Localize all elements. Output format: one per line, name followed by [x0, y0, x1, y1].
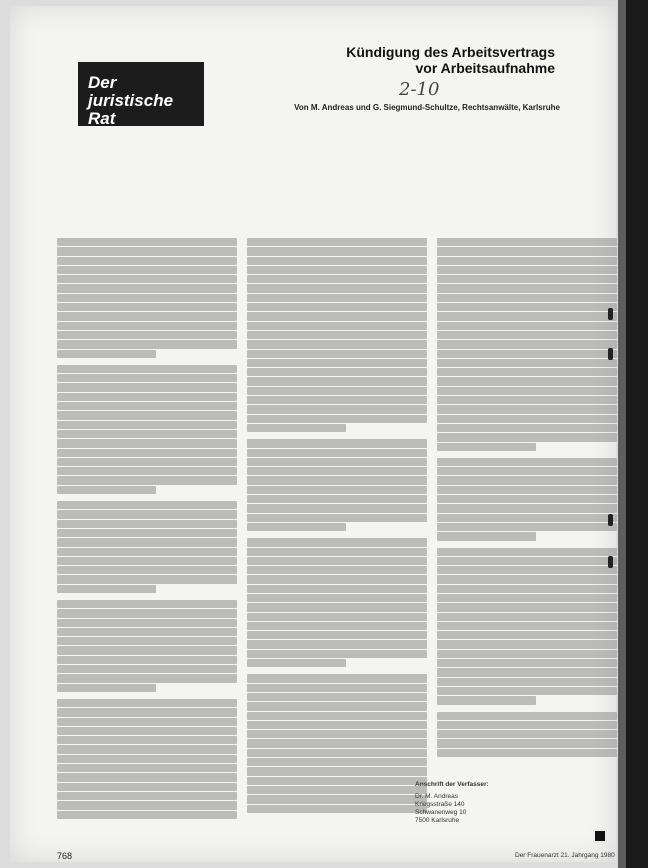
text-line	[437, 749, 617, 757]
binding-hole-mark	[608, 514, 613, 526]
text-line	[437, 458, 617, 466]
text-line	[247, 758, 427, 766]
text-line	[247, 331, 427, 339]
text-line	[247, 368, 427, 376]
text-line	[247, 476, 427, 484]
handwritten-note: 2-10	[399, 79, 440, 100]
paragraph-end-line	[437, 443, 536, 451]
text-line	[57, 764, 237, 772]
text-line	[57, 449, 237, 457]
text-line	[437, 368, 617, 376]
text-line	[57, 727, 237, 735]
text-line	[57, 520, 237, 528]
text-line	[247, 674, 427, 682]
text-line	[57, 773, 237, 781]
binding-hole-mark	[608, 348, 613, 360]
text-line	[437, 739, 617, 747]
text-line	[247, 548, 427, 556]
text-line	[57, 708, 237, 716]
text-line	[247, 396, 427, 404]
text-line	[437, 514, 617, 522]
text-line	[437, 622, 617, 630]
text-line	[57, 340, 237, 348]
text-line	[247, 266, 427, 274]
address-line: Schwanenweg 10	[415, 809, 467, 816]
text-line	[57, 374, 237, 382]
text-column-1	[57, 238, 237, 828]
text-line	[57, 458, 237, 466]
text-line	[57, 439, 237, 447]
text-line	[437, 523, 617, 531]
text-line	[437, 467, 617, 475]
text-line	[247, 359, 427, 367]
text-line	[437, 557, 617, 565]
text-line	[247, 415, 427, 423]
text-line	[247, 575, 427, 583]
text-line	[247, 721, 427, 729]
text-line	[437, 603, 617, 611]
text-line	[247, 730, 427, 738]
text-line	[247, 377, 427, 385]
text-line	[437, 294, 617, 302]
text-line	[57, 430, 237, 438]
text-line	[247, 495, 427, 503]
text-line	[437, 712, 617, 720]
text-line	[247, 538, 427, 546]
text-line	[247, 640, 427, 648]
text-line	[57, 600, 237, 608]
text-line	[57, 619, 237, 627]
text-line	[437, 433, 617, 441]
text-line	[57, 402, 237, 410]
paragraph-end-line	[57, 585, 156, 593]
text-line	[437, 257, 617, 265]
paragraph-end-line	[247, 523, 346, 531]
text-line	[437, 405, 617, 413]
text-line	[247, 486, 427, 494]
text-line	[57, 783, 237, 791]
rubric-line-2: juristische Rat	[88, 91, 174, 128]
text-line	[57, 566, 237, 574]
text-line	[437, 721, 617, 729]
text-line	[437, 659, 617, 667]
text-line	[57, 699, 237, 707]
text-line	[437, 359, 617, 367]
text-line	[437, 275, 617, 283]
rubric-badge	[78, 62, 204, 126]
document-page	[10, 6, 616, 862]
text-line	[57, 637, 237, 645]
text-line	[57, 284, 237, 292]
text-line	[57, 557, 237, 565]
text-line	[57, 476, 237, 484]
binding-hole-mark	[608, 308, 613, 320]
text-line	[247, 247, 427, 255]
text-line	[247, 767, 427, 775]
text-line	[247, 294, 427, 302]
paragraph-end-line	[437, 532, 536, 540]
text-line	[247, 439, 427, 447]
paragraph-end-line	[247, 659, 346, 667]
text-line	[247, 650, 427, 658]
text-line	[57, 674, 237, 682]
text-line	[247, 631, 427, 639]
text-line	[57, 665, 237, 673]
text-line	[437, 730, 617, 738]
text-line	[247, 739, 427, 747]
paragraph-gap	[437, 542, 617, 548]
text-line	[57, 501, 237, 509]
text-line	[247, 504, 427, 512]
text-line	[247, 622, 427, 630]
text-line	[57, 575, 237, 583]
text-line	[57, 628, 237, 636]
text-line	[247, 749, 427, 757]
text-column-3	[437, 238, 617, 768]
address-line: 7500 Karlsruhe	[415, 817, 460, 824]
rubric-line-1: Der	[88, 73, 117, 92]
text-line	[57, 421, 237, 429]
text-line	[247, 312, 427, 320]
text-line	[437, 238, 617, 246]
end-of-article-mark	[595, 831, 605, 841]
text-line	[437, 424, 617, 432]
article-title	[300, 44, 555, 76]
text-line	[57, 646, 237, 654]
title-line-1: Kündigung des Arbeitsvertrags	[346, 44, 555, 60]
text-line	[437, 415, 617, 423]
paragraph-end-line	[57, 684, 156, 692]
text-line	[437, 396, 617, 404]
text-line	[247, 322, 427, 330]
text-line	[247, 449, 427, 457]
text-line	[437, 613, 617, 621]
text-line	[57, 322, 237, 330]
paragraph-end-line	[57, 486, 156, 494]
text-line	[247, 350, 427, 358]
paragraph-end-line	[247, 424, 346, 432]
paragraph-gap	[57, 359, 237, 365]
text-line	[57, 801, 237, 809]
text-line	[57, 257, 237, 265]
text-line	[437, 312, 617, 320]
text-line	[247, 514, 427, 522]
address-line: Kriegsstraße 140	[415, 801, 465, 808]
text-line	[57, 467, 237, 475]
text-line	[57, 529, 237, 537]
text-line	[247, 702, 427, 710]
text-line	[247, 257, 427, 265]
paragraph-gap	[437, 452, 617, 458]
text-line	[247, 284, 427, 292]
text-line	[247, 467, 427, 475]
text-line	[57, 247, 237, 255]
text-line	[437, 266, 617, 274]
text-line	[437, 476, 617, 484]
text-line	[437, 331, 617, 339]
text-line	[437, 548, 617, 556]
text-line	[437, 387, 617, 395]
text-line	[57, 303, 237, 311]
text-line	[437, 650, 617, 658]
address-heading: Anschrift der Verfasser:	[415, 781, 489, 788]
text-line	[57, 331, 237, 339]
text-line	[57, 656, 237, 664]
text-line	[57, 312, 237, 320]
paragraph-end-line	[437, 696, 536, 704]
text-line	[247, 777, 427, 785]
page-number: 768	[57, 851, 73, 861]
text-line	[247, 795, 427, 803]
text-line	[57, 792, 237, 800]
text-line	[57, 609, 237, 617]
text-line	[437, 284, 617, 292]
text-line	[437, 377, 617, 385]
text-line	[437, 495, 617, 503]
text-line	[247, 340, 427, 348]
text-line	[437, 566, 617, 574]
text-line	[437, 575, 617, 583]
journal-footer: Der Frauenarzt 21. Jahrgang 1980	[515, 852, 615, 859]
text-line	[57, 811, 237, 819]
text-line	[437, 322, 617, 330]
text-line	[437, 340, 617, 348]
address-line: Dr. M. Andreas	[415, 793, 458, 800]
text-line	[247, 387, 427, 395]
text-line	[57, 238, 237, 246]
text-line	[437, 350, 617, 358]
text-line	[247, 786, 427, 794]
text-line	[57, 745, 237, 753]
text-line	[247, 684, 427, 692]
article-byline: Von M. Andreas und G. Siegmund-Schultze, Rechtsanwälte, Karlsruhe	[294, 103, 560, 112]
text-line	[57, 548, 237, 556]
text-line	[437, 486, 617, 494]
text-line	[57, 365, 237, 373]
binding-shadow	[618, 0, 626, 868]
text-line	[57, 294, 237, 302]
text-line	[247, 405, 427, 413]
text-line	[247, 805, 427, 813]
text-line	[57, 538, 237, 546]
text-line	[247, 557, 427, 565]
text-line	[57, 510, 237, 518]
text-line	[247, 594, 427, 602]
text-line	[247, 603, 427, 611]
text-line	[247, 303, 427, 311]
text-line	[437, 668, 617, 676]
text-line	[57, 736, 237, 744]
text-line	[437, 678, 617, 686]
binding-hole-mark	[608, 556, 613, 568]
paragraph-end-line	[57, 350, 156, 358]
text-line	[57, 718, 237, 726]
text-line	[57, 275, 237, 283]
text-line	[57, 266, 237, 274]
paragraph-gap	[437, 706, 617, 712]
text-line	[247, 585, 427, 593]
text-line	[247, 613, 427, 621]
body-text-columns	[57, 238, 617, 828]
text-line	[57, 755, 237, 763]
text-line	[437, 594, 617, 602]
text-line	[247, 712, 427, 720]
text-line	[247, 238, 427, 246]
text-line	[437, 585, 617, 593]
text-column-2	[247, 238, 427, 828]
text-line	[247, 693, 427, 701]
text-line	[437, 687, 617, 695]
text-line	[437, 640, 617, 648]
text-line	[247, 566, 427, 574]
text-line	[247, 458, 427, 466]
text-line	[247, 275, 427, 283]
text-line	[437, 504, 617, 512]
text-line	[57, 411, 237, 419]
text-line	[57, 393, 237, 401]
author-address	[415, 781, 565, 825]
text-line	[57, 383, 237, 391]
binding-edge	[626, 0, 648, 868]
text-line	[437, 247, 617, 255]
text-line	[437, 631, 617, 639]
title-line-2: vor Arbeitsaufnahme	[415, 60, 555, 76]
text-line	[437, 303, 617, 311]
